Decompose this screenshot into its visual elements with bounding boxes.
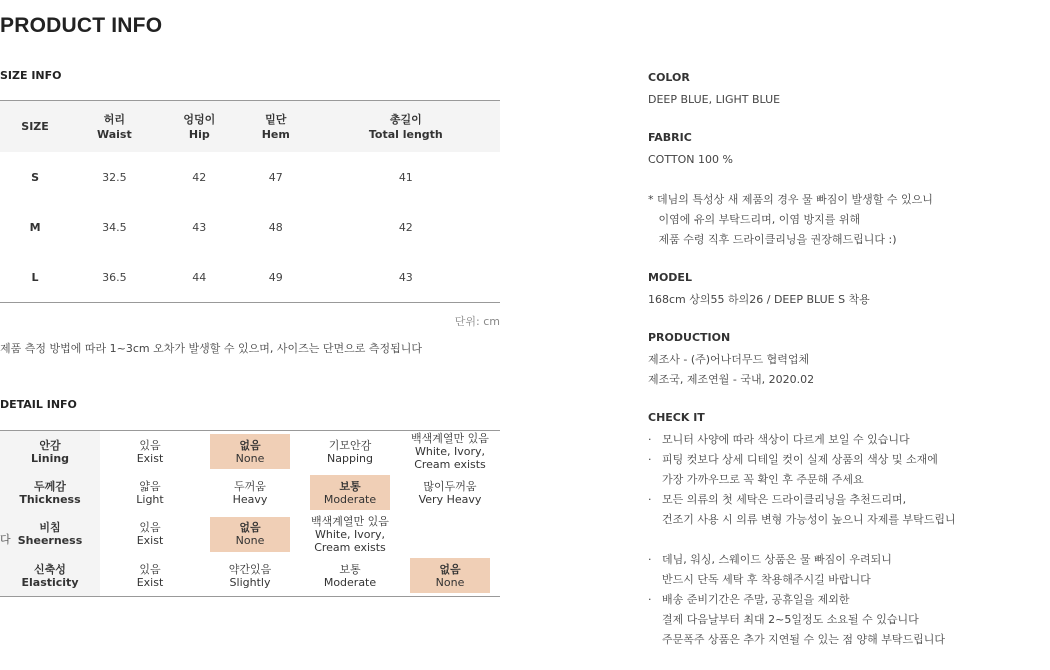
option-text: Moderate — [323, 492, 377, 506]
selected-option-highlight — [210, 434, 290, 469]
hem-header: 밑단 Hem — [240, 101, 312, 153]
model-block — [648, 270, 968, 310]
detail-option — [400, 555, 500, 597]
detail-option — [200, 555, 300, 597]
fabric-block — [648, 130, 968, 170]
option-text: None — [235, 534, 265, 548]
check-item: · 데님, 워싱, 스웨이드 상품은 물 빠짐이 우려되니 반드시 단독 세탁 후 착용해주시길 바랍니다 — [648, 550, 968, 590]
option-text: None — [235, 451, 265, 465]
option-text: 있음 — [139, 562, 161, 576]
detail-option — [100, 555, 200, 597]
unit-label: 단위: cm — [454, 315, 500, 328]
option-text: White, Ivory, — [315, 527, 385, 541]
hip-cell: 43 — [192, 220, 207, 234]
total-length-cell: 42 — [398, 220, 413, 234]
attr-ko: 안감 — [39, 438, 61, 452]
detail-option — [300, 472, 400, 514]
option-text: 보통 — [339, 479, 361, 493]
option-box — [210, 475, 290, 510]
fabric-value: COTTON 100 % — [648, 153, 733, 166]
detail-option — [200, 431, 300, 473]
bullet-icon: · — [648, 493, 652, 506]
waist-cell: 36.5 — [70, 252, 159, 303]
table-row — [0, 252, 500, 303]
attr-en: Thickness — [19, 492, 81, 506]
waist-cell: 32.5 — [102, 170, 127, 184]
option-text: Napping — [327, 451, 373, 465]
detail-row — [0, 555, 500, 597]
size-table-header — [0, 101, 500, 153]
option-text: Very Heavy — [418, 492, 482, 506]
option-text: 많이두꺼움 — [423, 479, 477, 493]
production-line: 제조사 - (주)어나더무드 협력업체 — [648, 353, 810, 366]
attr-ko: 두께감 — [34, 479, 66, 493]
option-text: 백색계열만 있음 — [411, 432, 489, 445]
option-text: 보통 — [339, 562, 361, 576]
option-text: Slightly — [229, 575, 271, 589]
option-text: 있음 — [139, 521, 161, 535]
selected-option-highlight — [410, 558, 490, 593]
option-text: Cream exists — [414, 458, 486, 471]
color-value: DEEP BLUE, LIGHT BLUE — [648, 93, 781, 106]
detail-option — [100, 431, 200, 473]
detail-attr-label — [0, 472, 100, 514]
detail-option — [300, 555, 400, 597]
production-label: PRODUCTION — [648, 331, 731, 344]
option-text: White, Ivory, — [415, 445, 485, 458]
denim-note — [648, 190, 968, 250]
attr-en: Lining — [30, 451, 70, 465]
option-box — [110, 434, 190, 469]
check-item: · 피팅 컷보다 상세 디테일 컷이 실제 상품의 색상 및 소재에 가장 가까우므로 꼭 확인 후 주문해 주세요 — [648, 450, 968, 490]
denim-note-line: 제품 수령 직후 드라이클리닝을 권장해드립니다 :) — [648, 233, 897, 246]
check-item-wrap: 다 — [0, 533, 11, 546]
detail-option — [400, 472, 500, 514]
page-title: PRODUCT INFO — [0, 14, 163, 37]
option-text: 없음 — [439, 562, 461, 576]
check-it-label: CHECK IT — [648, 411, 705, 424]
detail-attr-label — [0, 555, 100, 597]
option-box — [110, 558, 190, 593]
detail-row — [0, 472, 500, 514]
check-item: · 배송 준비기간은 주말, 공휴일을 제외한 결제 다음날부터 최대 2~5일정도 소요될 수 있습니다 주문폭주 상품은 추가 지연될 수 있는 점 양해 부탁드립니다 — [648, 590, 968, 650]
detail-row — [0, 431, 500, 473]
total-length-header: 총길이 Total length — [312, 101, 500, 153]
production-line: 제조국, 제조연월 - 국내, 2020.02 — [648, 373, 815, 386]
option-text: 있음 — [139, 438, 161, 452]
option-text: Light — [136, 492, 164, 506]
attr-ko: 신축성 — [34, 562, 66, 576]
option-text: Exist — [136, 451, 164, 465]
detail-attr-label — [0, 431, 100, 473]
detail-option — [400, 431, 500, 473]
hem-cell: 47 — [268, 170, 283, 184]
size-cell: L — [0, 252, 70, 303]
check-item: · 모든 의류의 첫 세탁은 드라이클리닝을 추천드리며, 건조기 사용 시 의류 변형 가능성이 높으니 자제를 부탁드립니 — [648, 490, 968, 530]
color-block — [648, 70, 968, 110]
size-cell: M — [29, 220, 41, 234]
bullet-icon: · — [648, 453, 652, 466]
option-text: 백색계열만 있음 — [311, 514, 389, 528]
size-cell: S — [31, 170, 40, 184]
option-text: None — [435, 575, 465, 589]
detail-table — [0, 430, 500, 597]
waist-cell: 34.5 — [102, 220, 127, 234]
option-text: Moderate — [323, 575, 377, 589]
size-info-title: SIZE INFO — [0, 69, 62, 82]
detail-info-title: DETAIL INFO — [0, 398, 77, 411]
option-text: Cream exists — [314, 540, 386, 554]
detail-option — [200, 472, 300, 514]
model-label: MODEL — [648, 271, 692, 284]
option-text: 없음 — [239, 438, 261, 452]
option-box — [110, 475, 190, 510]
attr-en: Elasticity — [21, 575, 79, 589]
size-header: SIZE — [0, 101, 70, 153]
option-text: Exist — [136, 575, 164, 589]
fabric-label: FABRIC — [648, 131, 692, 144]
hem-cell: 49 — [240, 252, 312, 303]
option-box — [410, 475, 490, 510]
option-text: 두꺼움 — [234, 479, 266, 493]
waist-header: 허리 Waist — [70, 101, 159, 153]
bullet-icon: · — [648, 553, 652, 566]
hem-cell: 48 — [268, 220, 283, 234]
bullet-icon: · — [648, 433, 652, 446]
option-box — [310, 434, 390, 469]
option-text: 기모안감 — [328, 438, 372, 452]
option-box — [410, 434, 490, 469]
option-text: 약간있음 — [228, 562, 272, 576]
color-label: COLOR — [648, 71, 690, 84]
table-row — [0, 202, 500, 252]
option-text: 얇음 — [139, 479, 161, 493]
attr-ko: 비침 — [39, 521, 61, 535]
detail-option — [300, 431, 400, 473]
production-block — [648, 330, 968, 390]
total-length-cell: 43 — [312, 252, 500, 303]
option-box — [210, 558, 290, 593]
attr-en: Sheerness — [17, 534, 83, 548]
option-box — [310, 558, 390, 593]
size-note: 제품 측정 방법에 따라 1~3cm 오차가 발생할 수 있으며, 사이즈는 단면으로 측정됩니다 — [0, 342, 422, 355]
hip-cell: 44 — [159, 252, 240, 303]
option-text: 없음 — [239, 521, 261, 535]
hip-header: 엉덩이 Hip — [159, 101, 240, 153]
denim-note-line: * 데님의 특성상 새 제품의 경우 물 빠짐이 발생할 수 있으니 — [648, 193, 933, 206]
selected-option-highlight — [310, 475, 390, 510]
option-text: Heavy — [232, 492, 268, 506]
model-value: 168cm 상의55 하의26 / DEEP BLUE S 착용 — [648, 293, 870, 306]
option-text: Exist — [136, 534, 164, 548]
bullet-icon: · — [648, 593, 652, 606]
detail-option — [100, 472, 200, 514]
check-item: · 모니터 사양에 따라 색상이 다르게 보일 수 있습니다 — [648, 430, 968, 450]
hip-cell: 42 — [192, 170, 207, 184]
denim-note-line: 이염에 유의 부탁드리며, 이염 방지를 위해 — [648, 213, 861, 226]
table-row — [0, 152, 500, 202]
size-table — [0, 100, 500, 303]
total-length-cell: 41 — [398, 170, 413, 184]
